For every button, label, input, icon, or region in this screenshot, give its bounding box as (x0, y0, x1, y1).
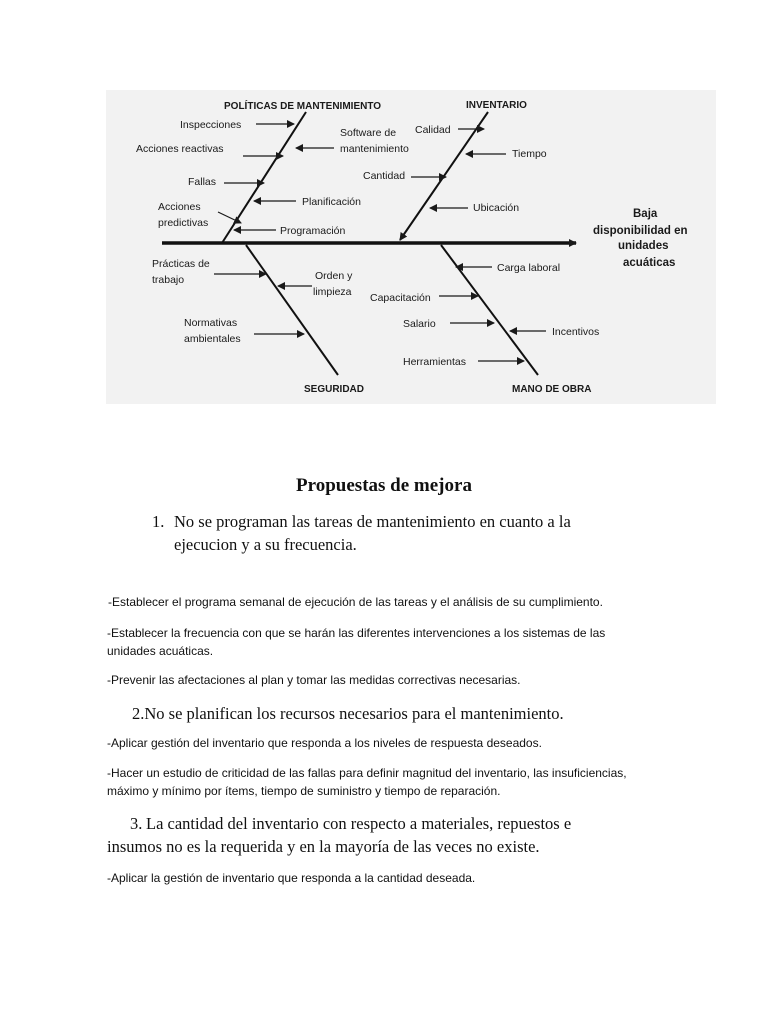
cause-carga-laboral: Carga laboral (497, 262, 561, 274)
cause-software-2: mantenimiento (340, 143, 409, 155)
cause-herramientas: Herramientas (403, 356, 467, 368)
bullet-5-line-2: máximo y mínimo por ítems, tiempo de suministro y tiempo de reparación. (107, 784, 501, 798)
item-1-number: 1. (152, 512, 165, 531)
bullet-4: -Aplicar gestión del inventario que responda a los niveles de respuesta deseados. (107, 736, 542, 750)
cause-incentivos: Incentivos (552, 326, 600, 338)
cause-acciones-predictivas-1: Acciones (158, 201, 201, 213)
cause-programacion: Programación (280, 225, 346, 237)
cause-tiempo: Tiempo (512, 148, 547, 160)
item-1-line-2: ejecucion y a su frecuencia. (174, 535, 357, 554)
bone-seguridad (246, 245, 338, 375)
item-3-number: 3. (130, 814, 143, 833)
effect-line-3: unidades (618, 240, 669, 252)
category-mano-obra: MANO DE OBRA (512, 384, 592, 395)
cause-capacitacion: Capacitación (370, 292, 431, 304)
item-3-line-2: insumos no es la requerida y en la mayoría de las veces no existe. (107, 837, 540, 856)
effect-line-4: acuáticas (623, 257, 676, 269)
category-politicas: POLÍTICAS DE MANTENIMIENTO (224, 101, 382, 112)
bullet-6: -Aplicar la gestión de inventario que responda a la cantidad deseada. (107, 871, 476, 885)
bullet-1: -Establecer el programa semanal de ejecución de las tareas y el análisis de su cumplimiento. (108, 595, 603, 609)
fishbone-diagram (106, 90, 716, 404)
cause-ubicacion: Ubicación (473, 202, 520, 214)
cause-orden-1: Orden y (315, 270, 353, 282)
cause-cantidad: Cantidad (363, 170, 406, 182)
cause-practicas-2: trabajo (152, 274, 185, 286)
item-3-line-1: La cantidad del inventario con respecto a materiales, repuestos e (146, 814, 572, 833)
section-heading: Propuestas de mejora (296, 475, 472, 496)
cause-acciones-reactivas: Acciones reactivas (136, 143, 224, 155)
fishbone-svg (106, 90, 716, 404)
bullet-5-line-1: -Hacer un estudio de criticidad de las fallas para definir magnitud del inventario, las insuficiencias, (107, 766, 627, 780)
cause-orden-2: limpieza (313, 286, 352, 298)
bullet-2-line-2: unidades acuáticas. (107, 644, 214, 658)
cause-inspecciones: Inspecciones (180, 119, 242, 131)
cause-planificacion: Planificación (302, 196, 361, 208)
category-seguridad: SEGURIDAD (304, 384, 365, 395)
cause-calidad: Calidad (415, 124, 451, 136)
bullet-2-line-1: -Establecer la frecuencia con que se harán las diferentes intervenciones a los sistemas de las (107, 626, 606, 640)
cause-salario: Salario (403, 318, 436, 330)
item-1-line-1: No se programan las tareas de mantenimiento en cuanto a la (174, 512, 571, 531)
category-inventario: INVENTARIO (466, 100, 527, 111)
cause-fallas: Fallas (188, 176, 217, 188)
bullet-3: -Prevenir las afectaciones al plan y tomar las medidas correctivas necesarias. (107, 673, 521, 687)
cause-acciones-predictivas-2: predictivas (158, 217, 209, 229)
effect-line-2: disponibilidad en (593, 225, 688, 237)
cause-normativas-1: Normativas (184, 317, 238, 329)
bone-politicas (222, 112, 306, 243)
cause-practicas-1: Prácticas de (152, 258, 210, 270)
cause-software-1: Software de (340, 127, 397, 139)
cause-normativas-2: ambientales (184, 333, 241, 345)
item-2: 2.No se planifican los recursos necesarios para el mantenimiento. (132, 704, 564, 723)
effect-line-1: Baja (633, 208, 658, 220)
